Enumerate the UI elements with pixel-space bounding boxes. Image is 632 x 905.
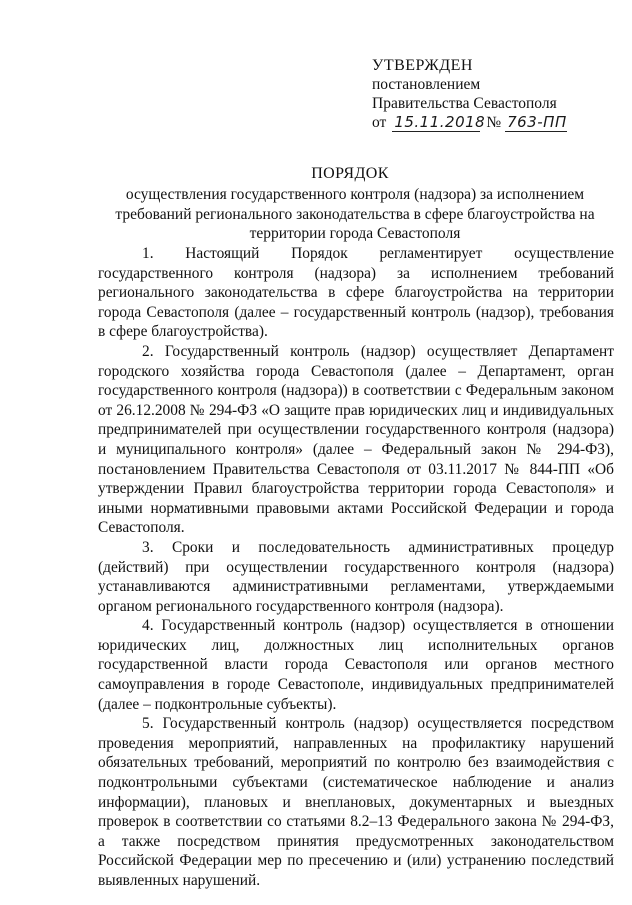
approval-block: [372, 56, 612, 132]
handwritten-number: 763-ПП: [507, 113, 567, 131]
approval-date-row: [372, 113, 612, 132]
approval-title: УТВЕРЖДЕН: [372, 57, 473, 74]
document-body: [98, 244, 614, 891]
approval-line-decree: постановлением: [372, 76, 481, 93]
paragraph-1: 1. Настоящий Порядок регламентирует осуществление государственного контроля (надзора) за исполнением требований регионального законодательства в сфере благоустройства на территории города Севастополя (далее – государственный контроль (надзор), требования в сфере благоустройства).: [98, 245, 614, 341]
paragraph-3: 3. Сроки и последовательность административных процедур (действий) при осуществлении государственного контроля (надзора) устанавливаются административными регламентами, утверждаемыми органом регионального государственного контроля (надзора).: [98, 538, 614, 615]
approval-line-government: Правительства Севастополя: [372, 95, 557, 112]
document-subtitle: осуществления государственного контроля (надзора) за исполнением требований регионального законодательства в сфере благоустройства на территории города Севастополя: [115, 186, 595, 242]
paragraph-5: 5. Государственный контроль (надзор) осуществляется посредством проведения мероприятий, направленных на профилактику нарушений обязательных требований, мероприятий по контролю без взаимодействия с подконтрольными субъектами (систематическое наблюдение и анализ информации), плановых и внеплановых, документарных и выездных проверок в соответствии со статьями 8.2–13 Федерального закона № 294-ФЗ, а также посредством принятия предусмотренных законодательством Российской Федерации мер по пресечению и (или) устранению последствий выявленных нарушений.: [98, 715, 614, 889]
number-prefix: №: [486, 114, 502, 131]
handwritten-date: 15.11.2018: [394, 113, 486, 131]
paragraph-2: 2. Государственный контроль (надзор) осуществляет Департамент городского хозяйства города Севастополя (далее – Департамент, орган государственного контроля (надзора)) в соответствии с Федеральным законом от 26.12.2008 № 294-ФЗ «О защите прав юридических лиц и индивидуальных предпринимателей при осуществлении государственного контроля (надзора) и муниципального контроля» (далее – Федеральный закон № 294-ФЗ), постановлением Правительства Севастополя от 03.11.2017 № 844-ПП «Об утверждении Правил благоустройства территории города Севастополя» и иными нормативными правовыми актами Российской Федерации и города Севастополя.: [98, 342, 614, 537]
date-prefix: от: [372, 114, 387, 131]
document-title: ПОРЯДОК: [311, 165, 389, 182]
paragraph-4: 4. Государственный контроль (надзор) осуществляется в отношении юридических лиц, должностных лиц исполнительных органов государственной власти города Севастополя или органов местного самоуправления в городе Севастополе, индивидуальных предпринимателей (далее – подконтрольные субъекты).: [98, 617, 614, 713]
